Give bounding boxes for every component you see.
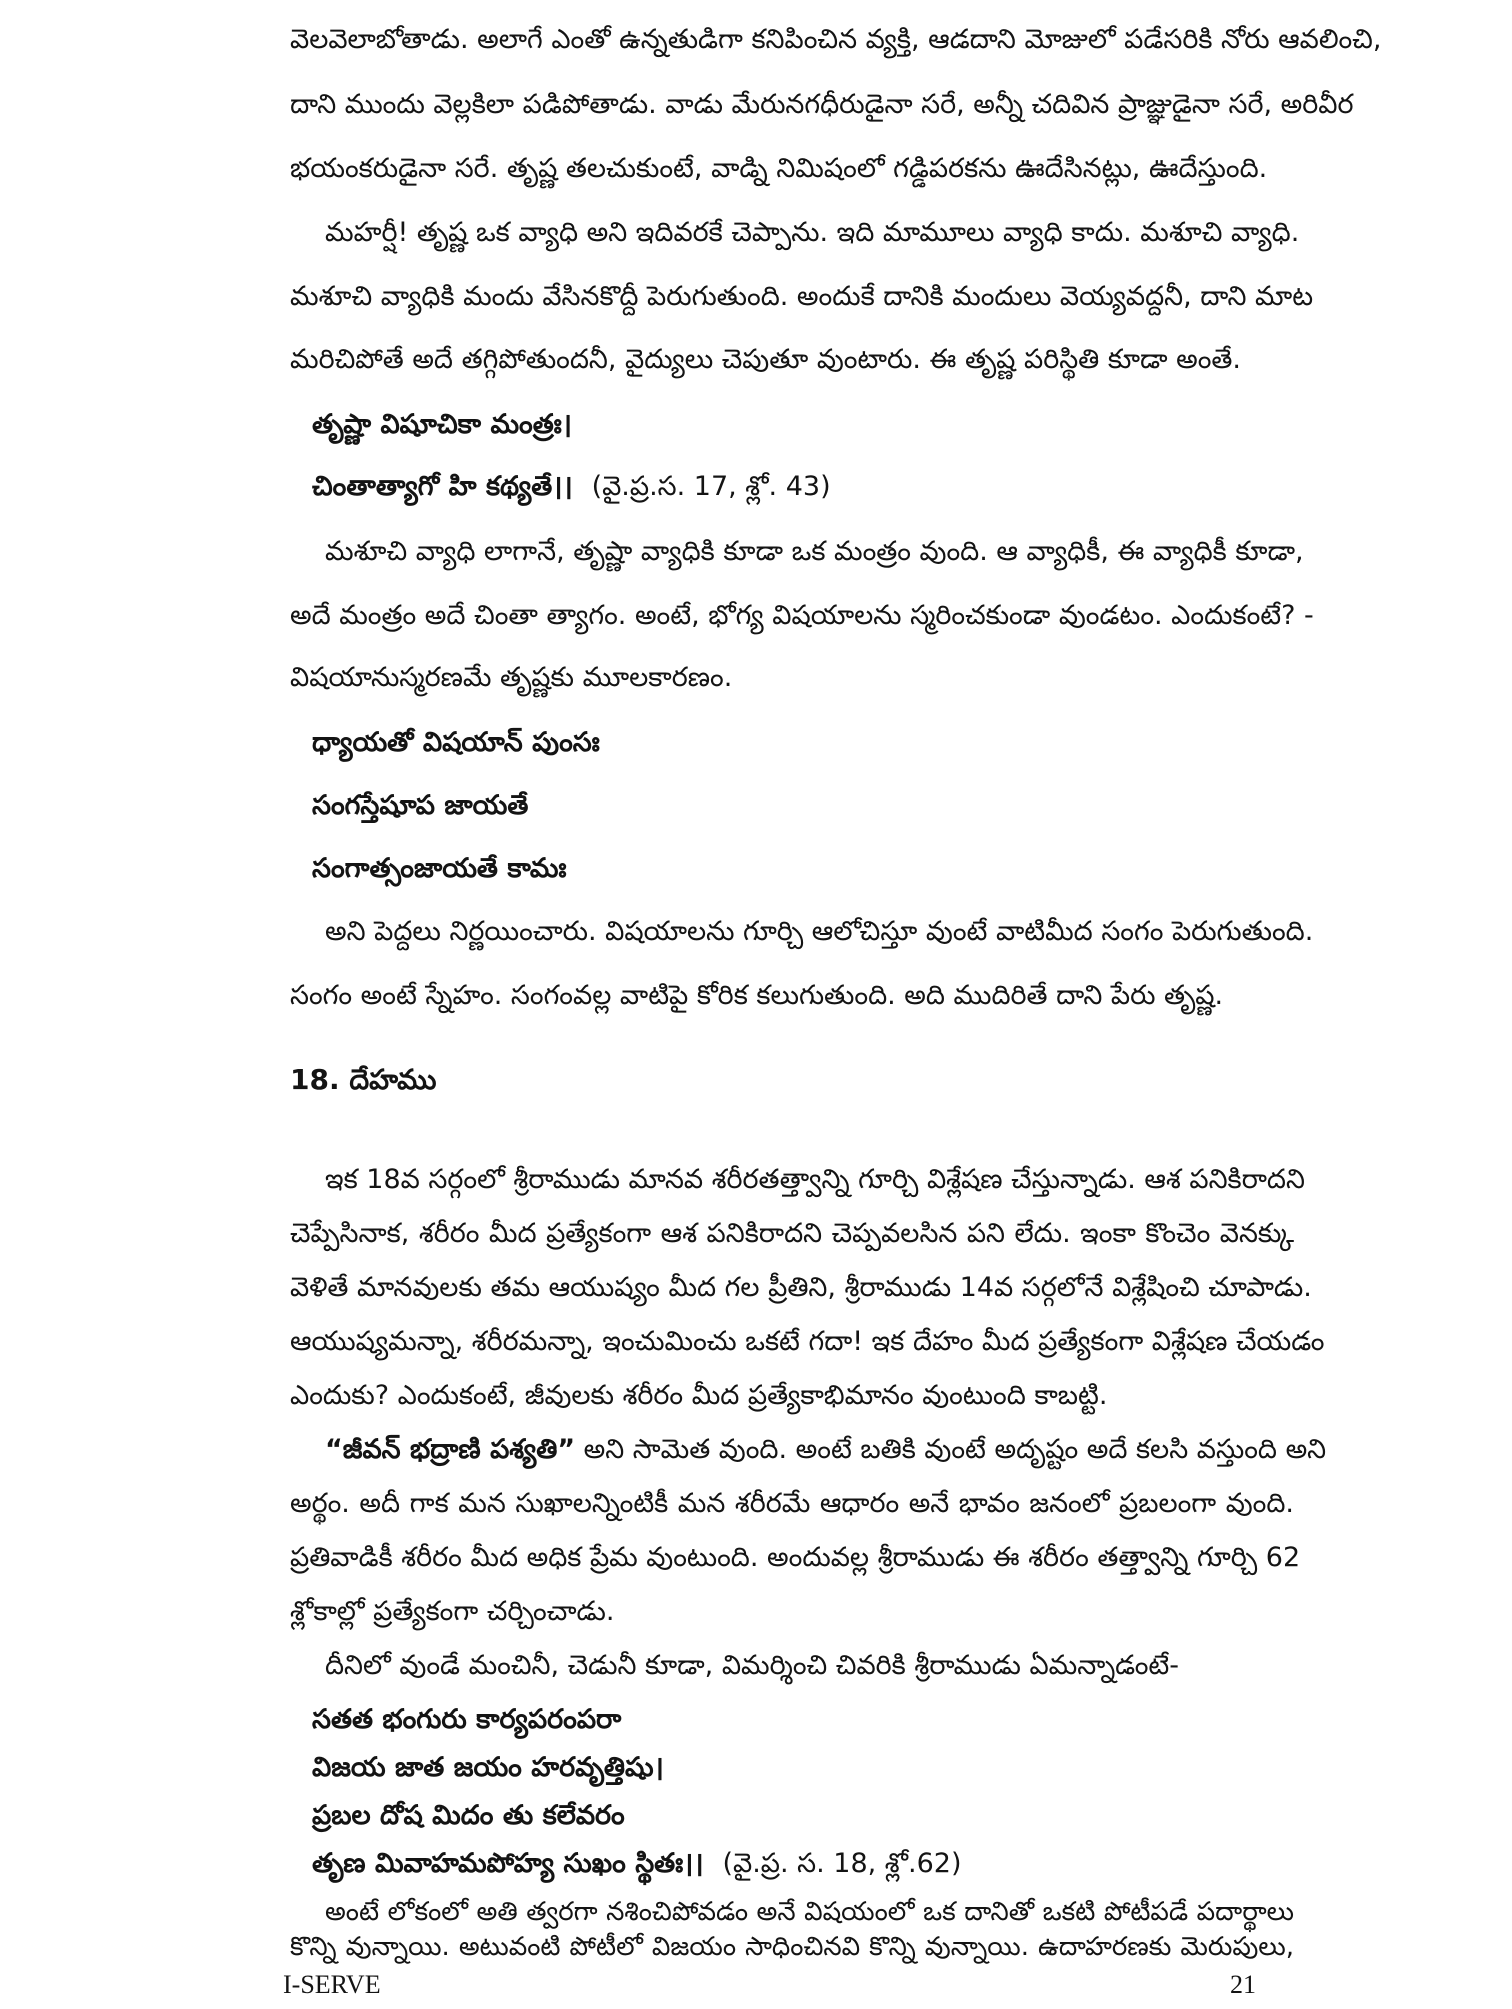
paragraph-line: అదే మంత్రం అదే చింతా త్యాగం. అంటే, భోగ్య విషయాలను స్మరించకుండా వుండటం. ఎందుకంటే? - (290, 600, 1314, 631)
paragraph-text: అని సామెత వుంది. అంటే బతికి వుంటే అదృష్టం అదే కలసి వస్తుంది అని (575, 1434, 1327, 1465)
paragraph-line: ఇక 18వ సర్గంలో శ్రీరాముడు మానవ శరీరతత్త్వాన్ని గూర్చి విశ్లేషణ చేస్తున్నాడు. ఆశ పనికిరాదని (325, 1164, 1305, 1195)
paragraph-line: అంటే లోకంలో అతి త్వరగా నశించిపోవడం అనే విషయంలో ఒక దానితో ఒకటి పోటీపడే పదార్థాలు (325, 1897, 1294, 1927)
paragraph-line: దీనిలో వుండే మంచినీ, చెడునీ కూడా, విమర్శించి చివరికి శ్రీరాముడు ఏమన్నాడంటే- (325, 1650, 1180, 1681)
verse-line: సంగస్తేషూప జాయతే (312, 790, 529, 821)
paragraph-line: దాని ముందు వెల్లకిలా పడిపోతాడు. వాడు మేరునగధీరుడైనా సరే, అన్నీ చదివిన ప్రాజ్ఞుడైనా సరే, అరివీర (290, 89, 1354, 120)
paragraph-line: ప్రతివాడికీ శరీరం మీద అధిక ప్రేమ వుంటుంది. అందువల్ల శ్రీరాముడు ఈ శరీరం తత్త్వాన్ని గూర్చి 62 (290, 1542, 1301, 1573)
verse-line: ధ్యాయతో విషయాన్ పుంసః (312, 727, 600, 758)
paragraph-line: మశూచి వ్యాధికి మందు వేసినకొద్దీ పెరుగుతుంది. అందుకే దానికి మందులు వెయ్యవద్దనీ, దాని మాట (290, 281, 1314, 312)
quoted-saying: “జీవన్ భద్రాణి పశ్యతి” (325, 1434, 576, 1465)
paragraph-line (325, 1430, 1327, 1470)
verse-text: తృణ మివాహమపోహ్య సుఖం స్థితః।। (312, 1848, 704, 1879)
verse-line (312, 467, 831, 507)
verse-line: తృష్ణా విషూచికా మంత్రః। (312, 409, 572, 440)
verse-line: ప్రబల దోష మిదం తు కలేవరం (312, 1800, 625, 1831)
paragraph-line: మరిచిపోతే అదే తగ్గిపోతుందనీ, వైద్యులు చెపుతూ వుంటారు. ఈ తృష్ణ పరిస్థితి కూడా అంతే. (290, 344, 1242, 375)
verse-reference: (వై.ప్ర. స. 18, శ్లో.62) (722, 1848, 962, 1879)
verse-line: సంగాత్సంజాయతే కామః (312, 853, 567, 884)
verse-reference: (వై.ప్ర.స. 17, శ్లో. 43) (591, 471, 831, 502)
paragraph-line: మశూచి వ్యాధి లాగానే, తృష్ణా వ్యాధికి కూడా ఒక మంత్రం వుంది. ఆ వ్యాధికీ, ఈ వ్యాధికీ కూడా, (325, 536, 1304, 567)
paragraph-line: అని పెద్దలు నిర్ణయించారు. విషయాలను గూర్చి ఆలోచిస్తూ వుంటే వాటిమీద సంగం పెరుగుతుంది. (325, 916, 1314, 947)
page-number: 21 (1230, 1970, 1256, 1999)
paragraph-line: వెలవెలాబోతాడు. అలాగే ఎంతో ఉన్నతుడిగా కనిపించిన వ్యక్తి, ఆడదాని మోజులో పడేసరికి నోరు ఆవలించి, (290, 24, 1382, 55)
paragraph-line: శ్లోకాల్లో ప్రత్యేకంగా చర్చించాడు. (290, 1596, 615, 1627)
verse-line: విజయ జాత జయం హరవృత్తిషు। (312, 1752, 664, 1783)
verse-text: చింతాత్యాగో హి కథ్యతే।। (312, 471, 573, 502)
verse-line (312, 1844, 962, 1884)
paragraph-line: ఎందుకు? ఎందుకంటే, జీవులకు శరీరం మీద ప్రత్యేకాభిమానం వుంటుంది కాబట్టి. (290, 1380, 1108, 1411)
paragraph-line: భయంకరుడైనా సరే. తృష్ణ తలచుకుంటే, వాడ్ని నిమిషంలో గడ్డిపరకను ఊదేసినట్లు, ఊదేస్తుంది. (290, 153, 1268, 184)
paragraph-line: మహర్షీ! తృష్ణ ఒక వ్యాధి అని ఇదివరకే చెప్పాను. ఇది మామూలు వ్యాధి కాదు. మశూచి వ్యాధి. (325, 217, 1300, 248)
paragraph-line: అర్థం. అదీ గాక మన సుఖాలన్నింటికీ మన శరీరమే ఆధారం అనే భావం జనంలో ప్రబలంగా వుంది. (290, 1488, 1294, 1519)
paragraph-line: విషయానుస్మరణమే తృష్ణకు మూలకారణం. (290, 662, 733, 693)
verse-line: సతత భంగురు కార్యపరంపరా (312, 1704, 622, 1735)
paragraph-line: సంగం అంటే స్నేహం. సంగంవల్ల వాటిపై కోరిక కలుగుతుంది. అది ముదిరితే దాని పేరు తృష్ణ. (290, 980, 1224, 1011)
paragraph-line: కొన్ని వున్నాయి. అటువంటి పోటీలో విజయం సాధించినవి కొన్ని వున్నాయి. ఉదాహరణకు మెరుపులు, (290, 1932, 1294, 1962)
section-heading: 18. దేహము (290, 1063, 437, 1096)
paragraph-line: వెళితే మానవులకు తమ ఆయుష్యం మీద గల ప్రీతిని, శ్రీరాముడు 14వ సర్గలోనే విశ్లేషించి చూపాడు. (290, 1272, 1312, 1303)
paragraph-line: చెప్పేసినాక, శరీరం మీద ప్రత్యేకంగా ఆశ పనికిరాదని చెప్పవలసిన పని లేదు. ఇంకా కొంచెం వెనక్కు (290, 1218, 1294, 1249)
paragraph-line: ఆయుష్యమన్నా, శరీరమన్నా, ఇంచుమించు ఒకటే గదా! ఇక దేహం మీద ప్రత్యేకంగా విశ్లేషణ చేయడం (290, 1326, 1325, 1357)
footer-publisher: I-SERVE (283, 1970, 381, 1999)
